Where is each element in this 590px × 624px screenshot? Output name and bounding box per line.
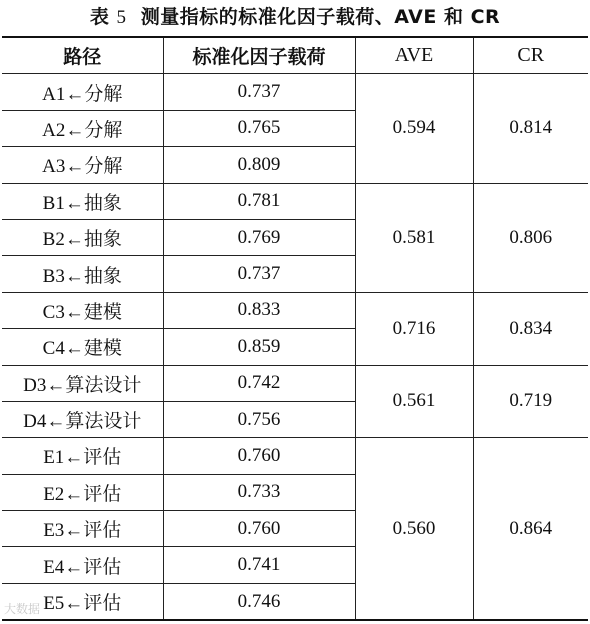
loading-cell: 0.737 xyxy=(163,256,355,292)
path-cell: A3←分解 xyxy=(2,147,163,183)
path-cell: A2←分解 xyxy=(2,110,163,146)
path-cell: B1←抽象 xyxy=(2,183,163,219)
loading-cell: 0.742 xyxy=(163,365,355,401)
loading-cell: 0.760 xyxy=(163,511,355,547)
table-row xyxy=(2,74,588,110)
ave-cell: 0.581 xyxy=(355,183,473,292)
table-row xyxy=(2,438,588,474)
path-cell: E4←评估 xyxy=(2,547,163,583)
path-cell: D3←算法设计 xyxy=(2,365,163,401)
table-row xyxy=(2,365,588,401)
cr-cell: 0.834 xyxy=(473,292,588,365)
path-cell: A1←分解 xyxy=(2,74,163,110)
header-loading: 标准化因子载荷 xyxy=(163,37,355,74)
path-cell: C4←建模 xyxy=(2,329,163,365)
loading-cell: 0.859 xyxy=(163,329,355,365)
path-cell: E3←评估 xyxy=(2,511,163,547)
cr-cell: 0.864 xyxy=(473,438,588,620)
table-body xyxy=(2,74,588,620)
path-cell: C3←建模 xyxy=(2,292,163,328)
cr-cell: 0.814 xyxy=(473,74,588,183)
cr-cell: 0.806 xyxy=(473,183,588,292)
path-cell: B2←抽象 xyxy=(2,219,163,255)
path-cell: E1←评估 xyxy=(2,438,163,474)
loading-cell: 0.760 xyxy=(163,438,355,474)
loading-cell: 0.781 xyxy=(163,183,355,219)
loading-cell: 0.769 xyxy=(163,219,355,255)
caption-label: 表 xyxy=(89,6,110,28)
ave-cell: 0.716 xyxy=(355,292,473,365)
header-path: 路径 xyxy=(2,37,163,74)
path-cell: D4←算法设计 xyxy=(2,401,163,437)
ave-cell: 0.560 xyxy=(355,438,473,620)
header-cr: CR xyxy=(473,37,588,74)
caption-number: 5 xyxy=(116,7,127,28)
loading-cell: 0.765 xyxy=(163,110,355,146)
loading-cell: 0.756 xyxy=(163,401,355,437)
loading-cell: 0.809 xyxy=(163,147,355,183)
path-cell: B3←抽象 xyxy=(2,256,163,292)
table-row xyxy=(2,292,588,328)
loading-cell: 0.833 xyxy=(163,292,355,328)
watermark: 大数据 xyxy=(4,602,41,616)
header-row xyxy=(2,37,588,74)
cr-cell: 0.719 xyxy=(473,365,588,438)
loadings-table xyxy=(2,36,588,621)
loading-cell: 0.733 xyxy=(163,474,355,510)
table-caption xyxy=(0,0,590,34)
table-row xyxy=(2,183,588,219)
ave-cell: 0.594 xyxy=(355,74,473,183)
loading-cell: 0.737 xyxy=(163,74,355,110)
loading-cell: 0.746 xyxy=(163,583,355,620)
ave-cell: 0.561 xyxy=(355,365,473,438)
loading-cell: 0.741 xyxy=(163,547,355,583)
caption-title: 测量指标的标准化因子载荷、AVE 和 CR xyxy=(140,6,501,28)
path-cell: E2←评估 xyxy=(2,474,163,510)
header-ave: AVE xyxy=(355,37,473,74)
path-cell: E5←评估 xyxy=(2,583,163,620)
